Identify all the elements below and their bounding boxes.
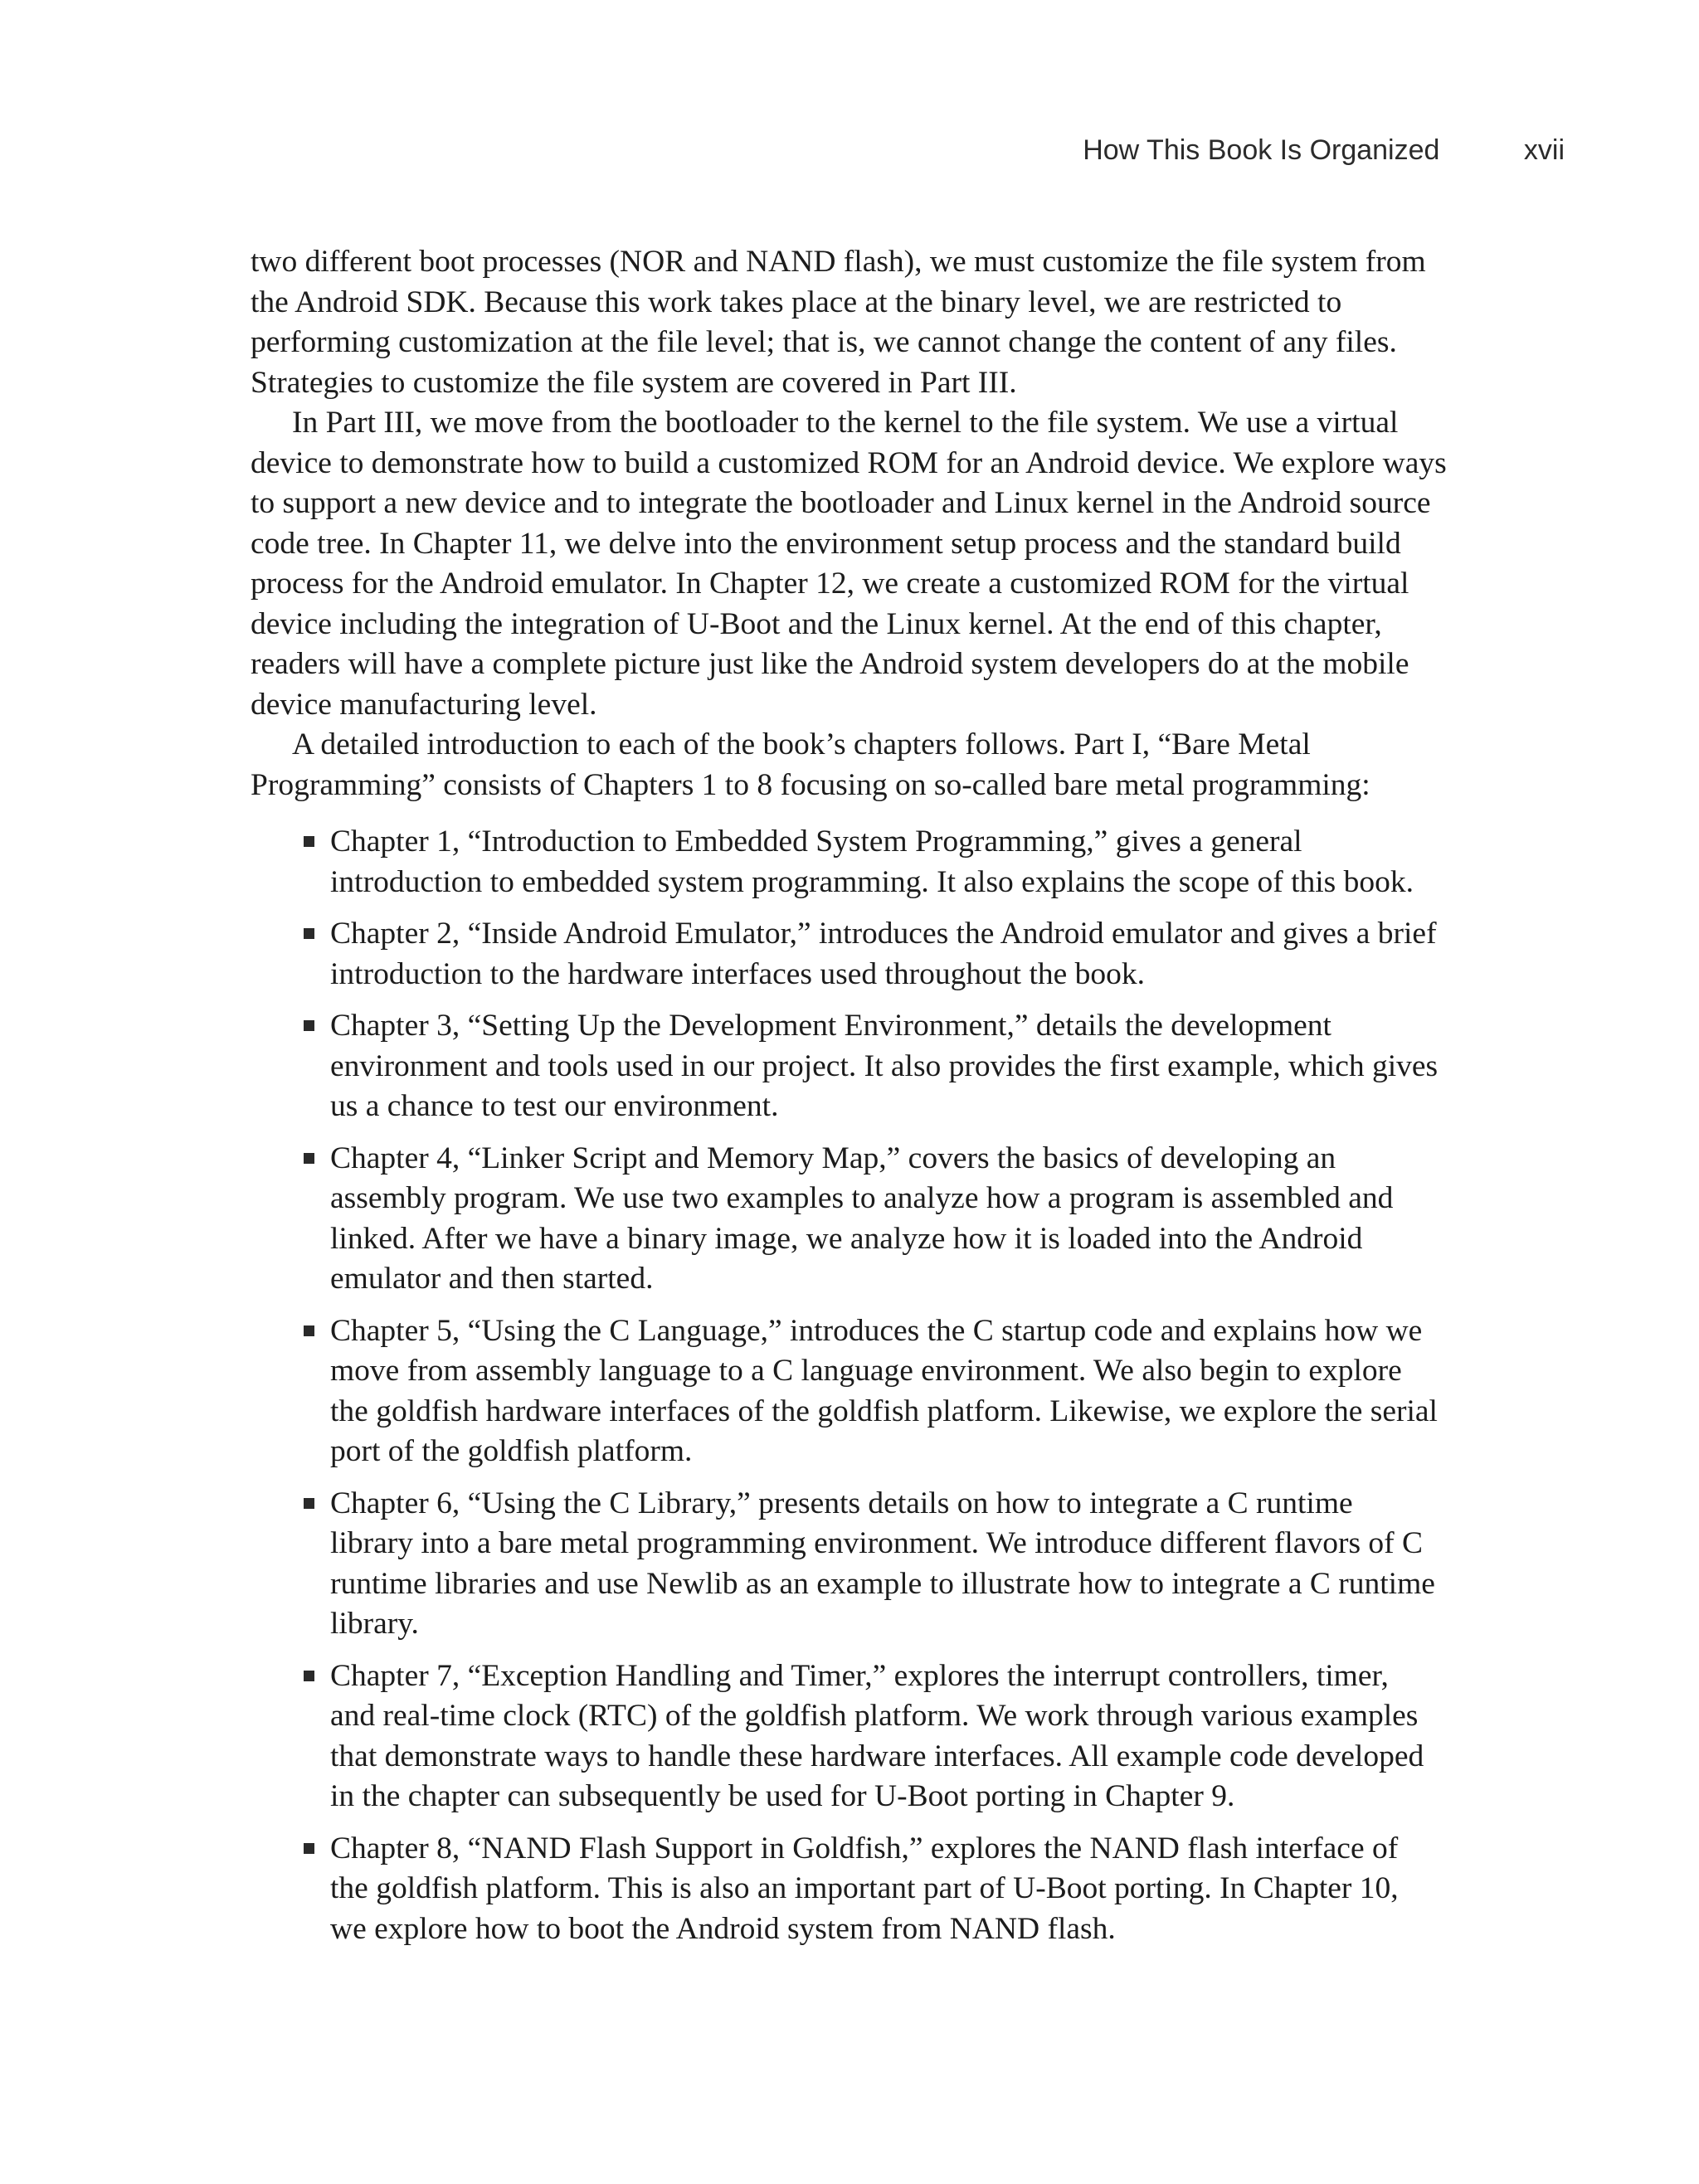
paragraph-continuation: two different boot processes (NOR and NAND flash), we must customize the file system from the Android SDK. Because this work takes place at the binary level, we are restricted to performing customization at the file level; that is, we cannot change the content of any files. Strategies to customize the file system are covered in Part III. bbox=[251, 245, 1426, 400]
chapter-list bbox=[251, 822, 1447, 1949]
chapter-description: Chapter 1, “Introduction to Embedded System Programming,” gives a general introduction to embedded system programming. It also explains the scope of this book. bbox=[330, 824, 1414, 899]
chapter-description: Chapter 8, “NAND Flash Support in Goldfish,” explores the NAND flash interface of the goldfish platform. This is also an important part of U-Boot porting. In Chapter 10, we explore how to boot the Android system from NAND flash. bbox=[330, 1831, 1399, 1946]
running-head-title: How This Book Is Organized bbox=[1083, 134, 1440, 166]
square-bullet-icon bbox=[304, 836, 314, 847]
body-text bbox=[251, 242, 1447, 1961]
paragraph-part-iii: In Part III, we move from the bootloader to the kernel to the file system. We use a virtual device to demonstrate how to build a customized ROM for an Android device. We explore ways to support a new device and to integrate the bootloader and Linux kernel in the Android source code tree. In Chapter 11, we delve into the environment setup process and the standard build process for the Android emulator. In Chapter 12, we create a customized ROM for the virtual device including the integration of U-Boot and the Linux kernel. At the end of this chapter, readers will have a complete picture just like the Android system developers do at the mobile device manufacturing level. bbox=[251, 406, 1447, 722]
paragraph-chapter-intro: A detailed introduction to each of the book’s chapters follows. Part I, “Bare Metal Programming” consists of Chapters 1 to 8 focusing on so-called bare metal programming: bbox=[251, 727, 1370, 802]
chapter-list-item bbox=[330, 1139, 1447, 1300]
chapter-description: Chapter 7, “Exception Handling and Timer,” explores the interrupt controllers, timer, and real-time clock (RTC) of the goldfish platform. We work through various examples that demonstrate ways to handle these hardware interfaces. All example code developed in the chapter can subsequently be used for U-Boot porting in Chapter 9. bbox=[330, 1658, 1424, 1813]
chapter-description: Chapter 5, “Using the C Language,” introduces the C startup code and explains how we move from assembly language to a C language environment. We also begin to explore the goldfish hardware interfaces of the goldfish platform. Likewise, we explore the serial port of the goldfish platform. bbox=[330, 1313, 1438, 1468]
chapter-list-item bbox=[330, 1311, 1447, 1472]
chapter-description: Chapter 3, “Setting Up the Development Environment,” details the development environment and tools used in our project. It also provides the first example, which gives us a chance to test our environment. bbox=[330, 1009, 1439, 1123]
page-number: xvii bbox=[1523, 134, 1565, 166]
square-bullet-icon bbox=[304, 1020, 314, 1031]
square-bullet-icon bbox=[304, 1671, 314, 1681]
square-bullet-icon bbox=[304, 928, 314, 939]
square-bullet-icon bbox=[304, 1325, 314, 1336]
chapter-list-item bbox=[330, 822, 1447, 902]
square-bullet-icon bbox=[304, 1153, 314, 1164]
running-head bbox=[1083, 134, 1565, 167]
chapter-list-item bbox=[330, 1006, 1447, 1127]
chapter-description: Chapter 4, “Linker Script and Memory Map,” covers the basics of developing an assembly program. We use two examples to analyze how a program is assembled and linked. After we have a binary image, we analyze how it is loaded into the Android emulator and then started. bbox=[330, 1141, 1394, 1296]
chapter-description: Chapter 2, “Inside Android Emulator,” introduces the Android emulator and gives a brief introduction to the hardware interfaces used throughout the book. bbox=[330, 917, 1437, 991]
chapter-description: Chapter 6, “Using the C Library,” presents details on how to integrate a C runtime library into a bare metal programming environment. We introduce different flavors of C runtime libraries and use Newlib as an example to illustrate how to integrate a C runtime library. bbox=[330, 1486, 1435, 1641]
chapter-list-item bbox=[330, 1829, 1447, 1950]
chapter-list-item bbox=[330, 1484, 1447, 1645]
square-bullet-icon bbox=[304, 1498, 314, 1509]
chapter-list-item bbox=[330, 1656, 1447, 1817]
square-bullet-icon bbox=[304, 1843, 314, 1854]
chapter-list-item bbox=[330, 914, 1447, 995]
